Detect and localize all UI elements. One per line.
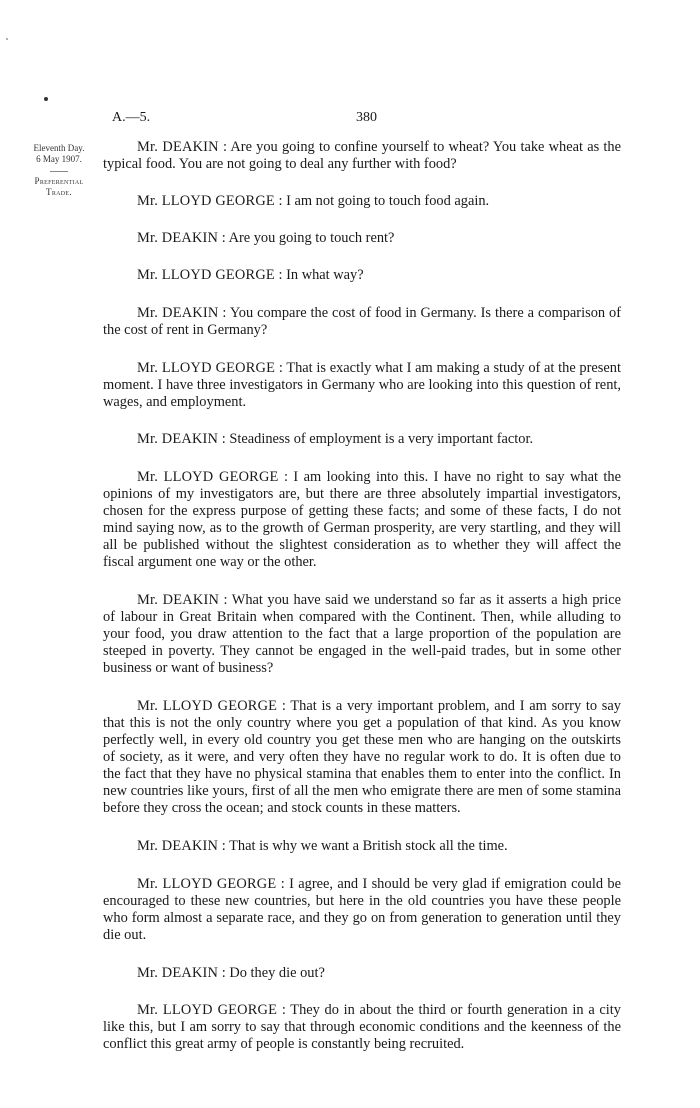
speaker-name: Mr. LLOYD GEORGE: [137, 469, 279, 485]
page-header: [112, 110, 622, 130]
speaker-name: Mr. DEAKIN: [137, 838, 219, 854]
speaker-name: Mr. LLOYD GEORGE: [137, 876, 277, 892]
speech-text: Steadiness of employment is a very important factor.: [229, 431, 534, 447]
transcript-paragraph: Mr. LLOYD GEORGE : That is exactly what I am making a study of at the present moment. I have three investigators in Germany who are looking into this question of rent, wages, and employment.: [103, 360, 621, 410]
transcript-paragraph: Mr. DEAKIN : Are you going to touch rent?: [137, 230, 395, 246]
speech-text: I agree, and I should be very glad if emigration could be encouraged to these new countries, but here in the old countries you have these people who form almost a separate race, and they go on from generation to generation until they die out.: [103, 876, 621, 943]
transcript-paragraph: Mr. LLOYD GEORGE : They do in about the third or fourth generation in a city like this, but I am sorry to say that through economic conditions and the keenness of the conflict this great army of people is constantly being recruited.: [103, 1002, 621, 1052]
speech-text: That is exactly what I am making a study of at the present moment. I have three investigators in Germany who are looking into this question of rent, wages, and employment.: [103, 360, 621, 410]
speaker-name: Mr. LLOYD GEORGE: [137, 360, 276, 376]
transcript-paragraph: Mr. LLOYD GEORGE : In what way?: [137, 267, 364, 283]
speech-text: Are you going to touch rent?: [228, 230, 395, 246]
speech-text: That is a very important problem, and I am sorry to say that this is not the only country where you get a population of that kind. As you know perfectly well, in every old country you get these men who are hanging on the outskirts of society, as it were, and very often they have no regular work to do. It is often due to the fact that they have no physical stamina that enables them to enter into the conflict. In new countries like yours, first of all the men who emigrate there are men of some stamina before they cross the ocean; and stock counts in these matters.: [103, 698, 621, 816]
speaker-name: Mr. DEAKIN: [137, 305, 219, 321]
speech-text: What you have said we understand so far as it asserts a high price of labour in Great Britain when compared with the Continent. Then, while alluding to your food, you draw attention to the fact that a large proportion of the population are steeped in poverty. They cannot be engaged in the well-paid trades, but in some other business or want of business?: [103, 592, 621, 676]
speaker-name: Mr. LLOYD GEORGE: [137, 1002, 278, 1018]
margin-divider: [50, 171, 68, 172]
transcript-paragraph: Mr. DEAKIN : That is why we want a British stock all the time.: [137, 838, 508, 854]
transcript-paragraph: Mr. LLOYD GEORGE : That is a very important problem, and I am sorry to say that this is not the only country where you get a population of that kind. As you know perfectly well, in every old country you get these men who are hanging on the outskirts of society, as it were, and very often they have no regular work to do. It is often due to the fact that they have no physical stamina that enables them to enter into the conflict. In new countries like yours, first of all the men who emigrate there are men of some stamina before they cross the ocean; and stock counts in these matters.: [103, 698, 621, 816]
margin-day: Eleventh Day.: [33, 143, 85, 153]
speaker-name: Mr. LLOYD GEORGE: [137, 193, 275, 209]
speech-text: I am not going to touch food again.: [286, 193, 490, 209]
transcript-paragraph: Mr. DEAKIN : Steadiness of employment is a very important factor.: [137, 431, 534, 447]
transcript-paragraph: Mr. DEAKIN : What you have said we understand so far as it asserts a high price of labour in Great Britain when compared with the Continent. Then, while alluding to your food, you draw attention to the fact that a large proportion of the population are steeped in poverty. They cannot be engaged in the well-paid trades, but in some other business or want of business?: [103, 592, 621, 676]
speaker-name: Mr. DEAKIN: [137, 965, 219, 981]
speaker-name: Mr. LLOYD GEORGE: [137, 267, 275, 283]
margin-notes: [14, 143, 104, 198]
transcript-paragraph: Mr. LLOYD GEORGE : I am not going to touch food again.: [137, 193, 490, 209]
document-reference: A.—5.: [112, 110, 151, 125]
speaker-name: Mr. DEAKIN: [137, 230, 219, 246]
speech-text: I am looking into this. I have no right to say what the opinions of my investigators are, but there are three absolutely impartial investigators, chosen for the express purpose of getting these facts; and some of these facts, I do not mind saying now, as to the growth of German prosperity, are very startling, and they will all be published without the slightest consideration as to whether they will affect the fiscal argument one way or the other.: [103, 469, 621, 570]
speech-text: Do they die out?: [229, 965, 325, 981]
speaker-name: Mr. DEAKIN: [137, 592, 220, 608]
transcript-paragraph: Mr. DEAKIN : You compare the cost of food in Germany. Is there a comparison of the cost of rent in Germany?: [103, 305, 621, 338]
speaker-name: Mr. LLOYD GEORGE: [137, 698, 278, 714]
transcript-paragraph: Mr. LLOYD GEORGE : I am looking into this. I have no right to say what the opinions of my investigators are, but there are three absolutely impartial investigators, chosen for the express purpose of getting these facts; and some of these facts, I do not mind saying now, as to the growth of German prosperity, are very startling, and they will all be published without the slightest consideration as to whether they will affect the fiscal argument one way or the other.: [103, 469, 621, 570]
speaker-name: Mr. DEAKIN: [137, 431, 219, 447]
speech-text: That is why we want a British stock all the time.: [229, 838, 508, 854]
transcript-body: [103, 139, 621, 1053]
transcript-paragraph: Mr. DEAKIN : Do they die out?: [137, 965, 325, 981]
ink-speck: [44, 97, 48, 101]
margin-section-line-1: Preferential: [34, 176, 84, 186]
margin-section-line-2: Trade.: [46, 187, 72, 197]
ink-speck: [6, 38, 8, 40]
transcript-paragraph: Mr. DEAKIN : Are you going to confine yourself to wheat? You take wheat as the typical food. You are not going to deal any further with food?: [103, 139, 621, 172]
page-number: 380: [356, 110, 377, 125]
margin-date: 6 May 1907.: [36, 154, 82, 164]
speech-text: In what way?: [286, 267, 364, 283]
speech-text: You compare the cost of food in Germany. Is there a comparison of the cost of rent in Germany?: [103, 305, 621, 338]
speech-text: Are you going to confine yourself to wheat? You take wheat as the typical food. You are not going to deal any further with food?: [103, 139, 621, 172]
speech-text: They do in about the third or fourth generation in a city like this, but I am sorry to say that through economic conditions and the keenness of the conflict this great army of people is constantly being recruited.: [103, 1002, 621, 1052]
transcript-paragraph: Mr. LLOYD GEORGE : I agree, and I should be very glad if emigration could be encouraged to these new countries, but here in the old countries you have these people who form almost a separate race, and they go on from generation to generation until they die out.: [103, 876, 621, 943]
speaker-name: Mr. DEAKIN: [137, 139, 219, 155]
